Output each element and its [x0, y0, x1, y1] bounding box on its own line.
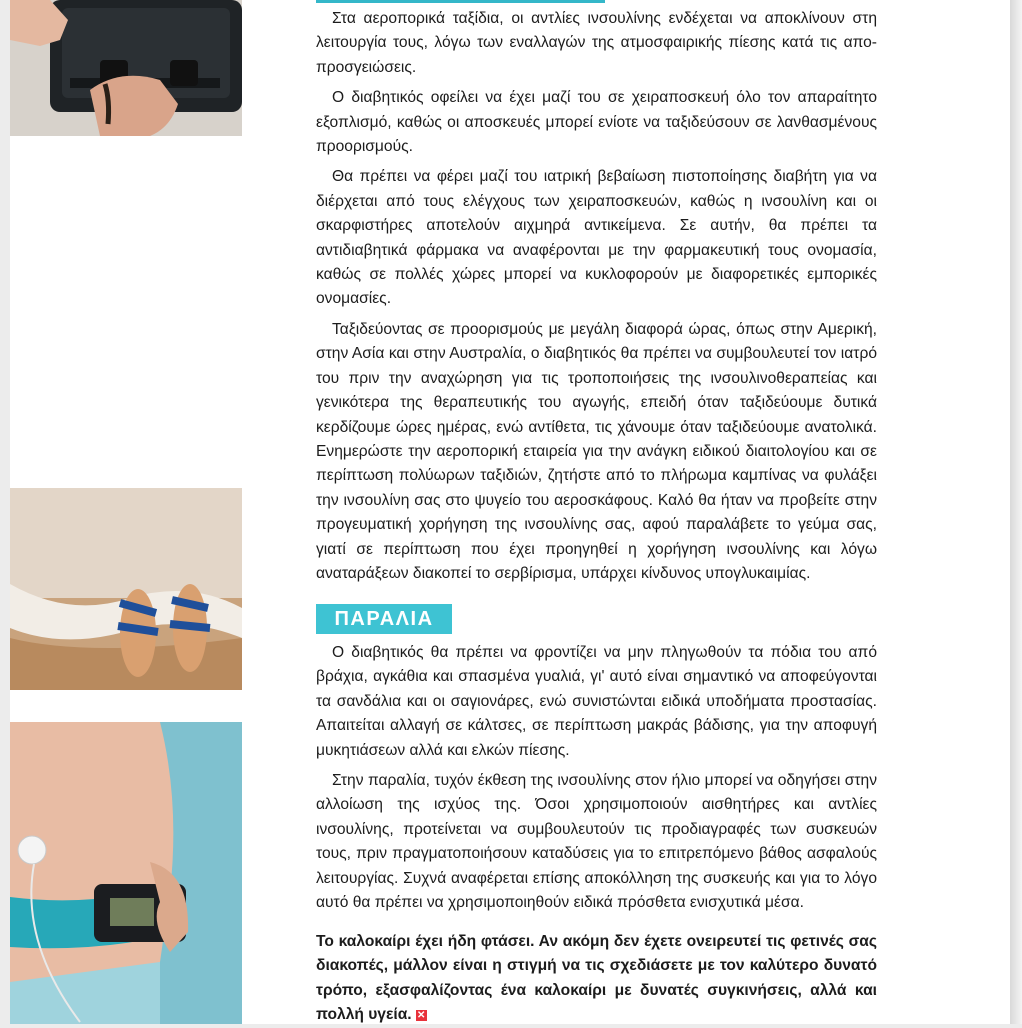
insulin-pump-photo	[10, 722, 242, 1024]
paragraph: Θα πρέπει να φέρει μαζί του ιατρική βεβαίωση πιστοποίησης διαβήτη για να διέρχεται από τους ελέγχους των χειραποσκευών, καθώς η ινσουλίνη και οι σκαρφιστήρες αποτελούν αιχμηρά αντικείμενα. Σε αυτήν, θα πρέπει τα αντιδιαβητικά φάρμακα να αναφέρονται με την φαρμακευτική τους ονομασία, καθώς σε πολλές χώρες μπορεί να κυκλοφορούν με διαφορετικές εμπορικές ονομασίες.	[316, 168, 877, 308]
air-travel-section	[316, 7, 877, 586]
page-edge	[1010, 0, 1022, 1024]
closing-section	[316, 930, 877, 1028]
closing-paragraph	[316, 930, 877, 1028]
paragraph: Ταξιδεύοντας σε προορισμούς με μεγάλη διαφορά ώρας, όπως στην Αμερική, στην Ασία και στην Αυστραλία, ο διαβητικός θα πρέπει να συμβουλευτεί τον ιατρό του πριν την αναχώρηση για τις τροποποιήσεις της ινσουλινοθεραπείας και γενικότερα της θεραπευτικής του αγωγής, επειδή όταν ταξιδεύουμε δυτικά κερδίζουμε ώρες ημέρας, ενώ αντίθετα, τις χάνουμε όταν ταξιδεύουμε ανατολικά. Ενημερώστε την αεροπορική εταιρεία για την ανάγκη ειδικού διαιτολογίου και σε περίπτωση πολύωρων ταξιδιών, ζητήστε από το πλήρωμα καμπίνας να φυλάξει την ινσουλίνη σας στο ψυγείο του αεροσκάφους. Καλό θα ήταν να προβείτε στην προγευματική χορήγηση της ινσουλίνης σας, αφού παραλάβετε το γεύμα σας, γιατί σε περίπτωση που έχει προηγηθεί η χορήγηση ινσουλίνης και λόγω αναταράξεων διακοπεί το σερβίρισμα, υπάρχει κίνδυνος υπογλυκαιμίας.	[316, 320, 877, 582]
paragraph: Ο διαβητικός οφείλει να έχει μαζί του σε χειραποσκευή όλο τον απαραίτητο εξοπλισμό, καθώς οι αποσκευές μπορεί ενίοτε να ταξιδεύσουν σε λανθασμένους προορισμούς.	[316, 89, 877, 156]
closing-text: Το καλοκαίρι έχει ήδη φτάσει. Αν ακόμη δεν έχετε ονειρευτεί τις φετινές σας διακοπές, μάλλον είναι η στιγμή να τις σχεδιάσετε με τον καλύτερο δυνατό τρόπο, εξασφαλίζοντας ένα καλοκαίρι με δυνατές συγκινήσεις, αλλά και πολλή υγεία.	[316, 933, 877, 1024]
top-accent-rule	[316, 0, 605, 3]
paragraph: Ο διαβητικός θα πρέπει να φροντίζει να μην πληγωθούν τα πόδια του από βράχια, αγκάθια και σπασμένα γυαλιά, γι' αυτό είναι σημαντικό να αποφεύγονται τα σανδάλια και οι σαγιονάρες, ενώ συνιστώνται ειδικά υποδήματα προστασίας. Απαιτείται αλλαγή σε κάλτσες, σε περίπτωση μακράς βάδισης, για την αποφυγή μυκητιάσεων αλλά και ελκών πίεσης.	[316, 644, 877, 759]
paragraph: Στην παραλία, τυχόν έκθεση της ινσουλίνης στον ήλιο μπορεί να οδηγήσει στην αλλοίωση της ισχύος της. Όσοι χρησιμοποιούν αισθητήρες και αντλίες ινσουλίνης, προτείνεται να συμβουλευτούν τις προδιαγραφές των συσκευών τους, πριν πραγματοποιήσουν καταδύσεις για το επιτρεπόμενο βάθος ασφαλούς λειτουργίας. Συχνά αναφέρεται επίσης αποκόλληση της συσκευής και για το λόγο αυτό θα πρέπει να χρησιμοποιηθούν ειδικά πρόσθετα ενισχυτικά μέσα.	[316, 772, 877, 912]
beach-section	[316, 641, 877, 915]
end-of-article-icon: ✕	[416, 1009, 426, 1021]
paragraph: Στα αεροπορικά ταξίδια, οι αντλίες ινσουλίνης ενδέχεται να αποκλίνουν στη λειτουργία τους, λόγω των εναλλαγών της ατμοσφαιρικής πίεσης κατά τις απο-προσγειώσεις.	[316, 10, 877, 76]
sandals-beach-photo	[10, 488, 242, 690]
suitcase-photo	[10, 0, 242, 136]
beach-section-heading: ΠΑΡΑΛΙΑ	[316, 604, 452, 634]
